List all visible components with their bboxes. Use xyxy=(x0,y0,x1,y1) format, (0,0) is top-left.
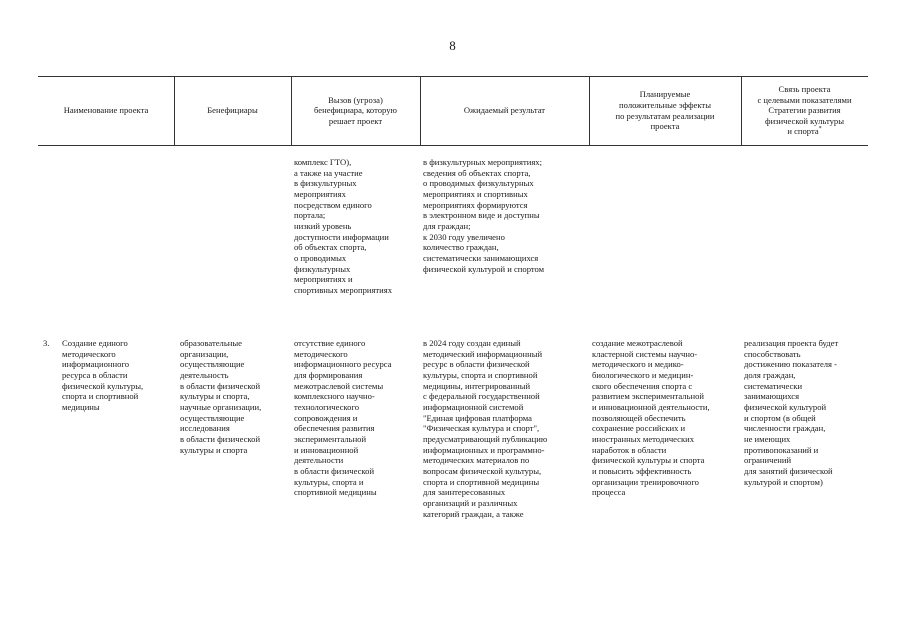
header-positive-effects: Планируемые положительные эффекты по результатам реализации проекта xyxy=(615,89,715,132)
header-strategy-link-text: Связь проекта с целевыми показателями Стратегии развития физической культуры и спорта xyxy=(757,84,852,137)
header-bottom-rule xyxy=(38,145,868,146)
row-challenge: отсутствие единого методического информационного ресурса для формирования межотраслевой системы комплексного научно- технологического сопровождения и обеспечения развития экспериментальной и инновационной деятельности в области физической культуры, спорта и спортивной медицины xyxy=(294,338,392,498)
footnote-mark: * xyxy=(818,126,822,133)
row-positive-effects: создание межотраслевой кластерной системы научно- методического и медико- биологического и медицин- ского обеспечения спорта с развитием экспериментальной и инновационной деятельности, позволяющей обеспечить сохранение российских и иностранных методических наработок в области физической культуры и спорта и повысить эффективность организации тренировочного процесса xyxy=(592,338,710,498)
header-beneficiaries: Бенефициары xyxy=(207,105,258,116)
row-strategy-link: реализация проекта будет способствовать достижению показателя - доля граждан, систематически занимающихся физической культурой и спортом (в общей численности граждан, не имеющих противопоказаний и ограничений для занятий физической культурой и спортом) xyxy=(744,338,839,487)
header-expected-result: Ожидаемый результат xyxy=(463,105,546,116)
continuation-result: в физкультурных мероприятиях; сведения об объектах спорта, о проводимых физкультурных мероприятиях и спортивных мероприятиях формируются в электронном виде и доступны для граждан; к 2030 году увеличено количество граждан, систематически занимающихся физической культурой и спортом xyxy=(423,157,545,274)
continuation-challenge: комплекс ГТО), а также на участие в физкультурных мероприятиях посредством единого портала; низкий уровень доступности информации об объектах спорта, о проводимых физкультурных мероприятиях и спортивных мероприятиях xyxy=(294,157,393,295)
page-number: 8 xyxy=(449,38,456,53)
row-beneficiaries: образовательные организации, осуществляющие деятельность в области физической культуры и спорта, научные организации, осуществляющие исследования в области физической культуры и спорта xyxy=(180,338,262,455)
row-number: 3. xyxy=(43,338,50,348)
header-challenge: Вызов (угроза) бенефициара, которую решает проект xyxy=(314,94,397,126)
header-project-name: Наименование проекта xyxy=(63,105,149,116)
header-strategy-link xyxy=(741,76,868,145)
row-expected-result: в 2024 году создан единый методический информационный ресурс в области физической культуры, спорта и спортивной медицины, интегрированный с федеральной государственной информационной системой "Единая цифровая платформа "Физическая культура и спорт", предусматривающий публикацию информационных и программно- методических материалов по вопросам физической культуры, спорта и спортивной медицины для заинтересованных организаций и различных категорий граждан, а также xyxy=(423,338,548,519)
row-project-name: Создание единого методического информационного ресурса в области физической культуры, спорта и спортивной медицины xyxy=(62,338,144,412)
